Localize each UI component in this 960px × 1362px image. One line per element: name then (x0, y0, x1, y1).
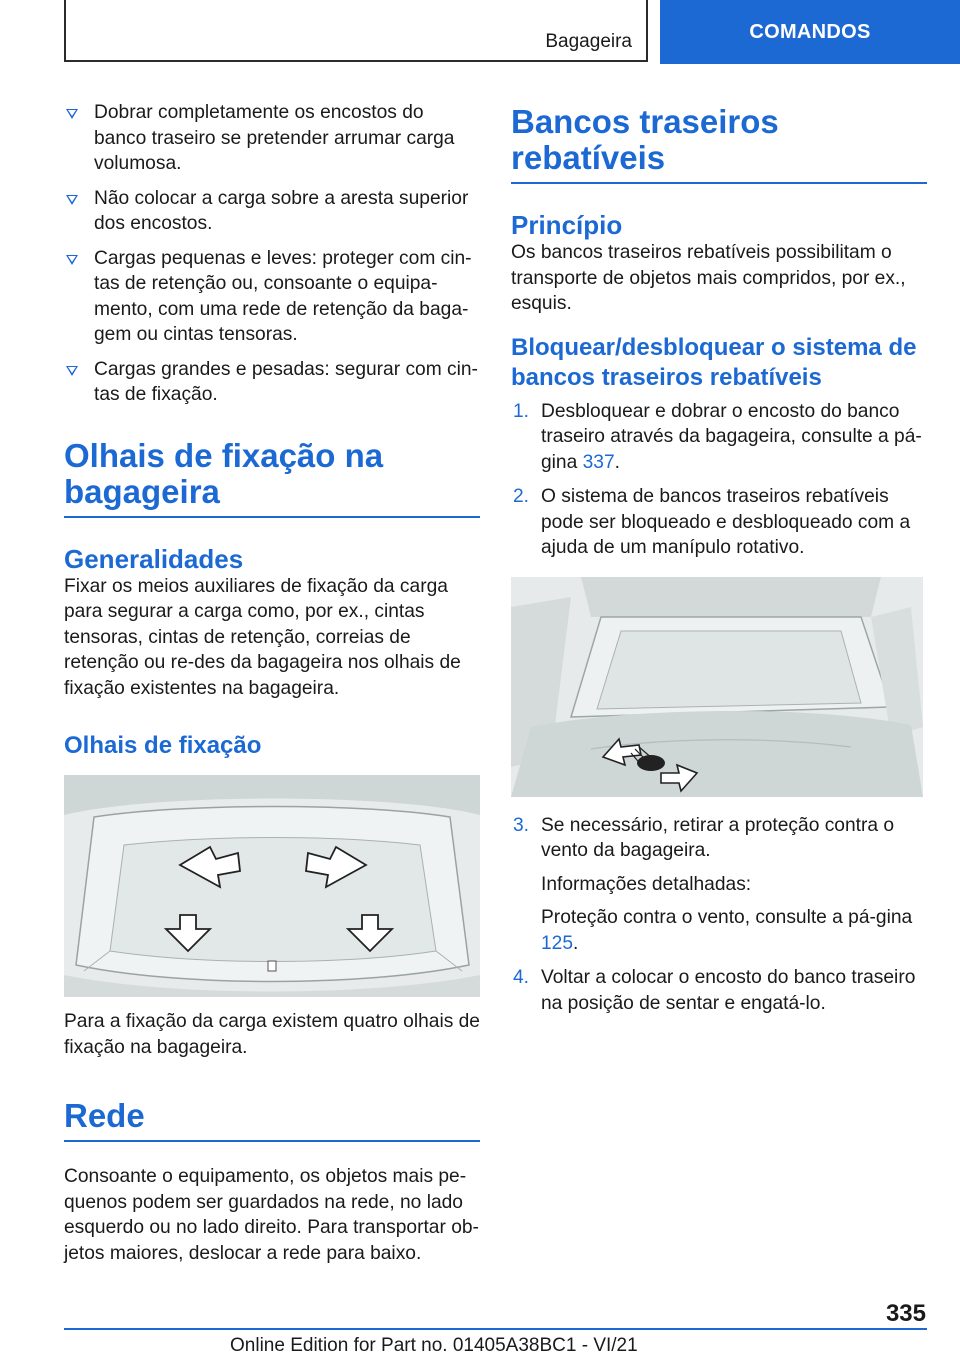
list-item (511, 965, 927, 1016)
paragraph-net: Consoante o equipamento, os objetos mais pe-quenos podem ser guardados na rede, no lado esquerdo ou no lado direito. Para transportar ob-jetos maiores, deslocar a rede para baixo. (64, 1166, 479, 1264)
chapter-tab[interactable]: COMANDOS (660, 0, 960, 64)
seat-knob-illustration (511, 577, 923, 797)
rotary-knob-figure (511, 577, 923, 797)
page-reference-link[interactable]: 125 (541, 932, 574, 954)
step-text: Voltar a colocar o encosto do banco traseiro na posição de sentar e engatá-lo. (541, 967, 916, 1014)
reference-text: Proteção contra o vento, consulte a pá-gina (541, 907, 913, 928)
step-number: 3. (513, 814, 530, 836)
section-heading-folding-seats: Bancos traseiros rebatíveis (511, 104, 927, 184)
step-text: O sistema de bancos traseiros rebatíveis pode ser bloqueado e desbloqueado com a ajuda de um manípulo rotativo. (541, 486, 911, 558)
page-reference-link[interactable]: 337 (582, 451, 615, 473)
header-frame (64, 0, 648, 62)
triangle-bullet-icon (66, 255, 78, 265)
header-section-title: Bagageira (545, 31, 632, 52)
figure-caption: Para a fixação da carga existem quatro olhais de fixação na bagageira. (64, 1011, 480, 1058)
list-item (511, 813, 927, 957)
step-number: 4. (513, 967, 530, 988)
step-number: 2. (513, 486, 530, 507)
step-punctuation: . (614, 451, 620, 473)
triangle-bullet-icon (66, 195, 78, 205)
list-item (511, 484, 927, 561)
left-column (64, 100, 480, 1266)
list-item (64, 357, 480, 408)
subheading-lashing-eyes: Olhais de fixação (64, 732, 262, 759)
bullet-text: Dobrar completamente os encostos do banco traseiro se pretender arrumar carga volumosa. (94, 102, 455, 174)
bullet-list (64, 100, 480, 408)
list-item (511, 399, 927, 476)
triangle-bullet-icon (66, 109, 78, 119)
steps-list (511, 399, 927, 561)
paragraph-principle: Os bancos traseiros rebatíveis possibilitam o transporte de objetos mais compridos, por ex., esquis. (511, 242, 906, 314)
list-item (64, 186, 480, 237)
list-item (64, 246, 480, 348)
step-number: 1. (513, 400, 530, 422)
paragraph-general: Fixar os meios auxiliares de fixação da carga para segurar a carga como, por ex., cintas tensoras, cintas de retenção, correias de retenção ou re-des da bagageira nos olhais de fixação existentes na bagageira. (64, 575, 461, 699)
bullet-text: Não colocar a carga sobre a aresta superior dos encostos. (94, 187, 469, 234)
step-subtext-reference (541, 905, 927, 956)
step-text: Se necessário, retirar a proteção contra o vento da bagageira. (541, 814, 895, 861)
subheading-principle: Princípio (511, 210, 623, 240)
subheading-general: Generalidades (64, 543, 244, 574)
trunk-lashing-eyes-figure (64, 775, 480, 997)
right-column (511, 104, 927, 1025)
footer-edition: Online Edition for Part no. 01405A38BC1 - VI/21 (230, 1335, 638, 1356)
page-number: 335 (885, 1300, 926, 1327)
bullet-text: Cargas pequenas e leves: proteger com cin-tas de retenção ou, consoante o equipa-mento, com uma rede de retenção da baga-gem ou cintas tensoras. (94, 247, 472, 345)
footer-divider (64, 1328, 927, 1330)
subheading-lock-unlock: Bloquear/desbloquear o sistema de bancos traseiros rebatíveis (511, 333, 917, 391)
list-item (64, 100, 480, 177)
bullet-text: Cargas grandes e pesadas: segurar com cin-tas de fixação. (94, 358, 478, 405)
section-heading-lashing-eyes: Olhais de fixação na bagageira (64, 438, 480, 518)
step-subtext-info: Informações detalhadas: (541, 873, 752, 895)
reference-punctuation: . (573, 932, 579, 954)
trunk-illustration (64, 775, 480, 997)
steps-list-continued (511, 813, 927, 1017)
step-text: Desbloquear e dobrar o encosto do banco traseiro através da bagageira, consulte a pá-gina (541, 400, 922, 473)
triangle-bullet-icon (66, 366, 78, 376)
section-heading-net: Rede (64, 1098, 480, 1142)
